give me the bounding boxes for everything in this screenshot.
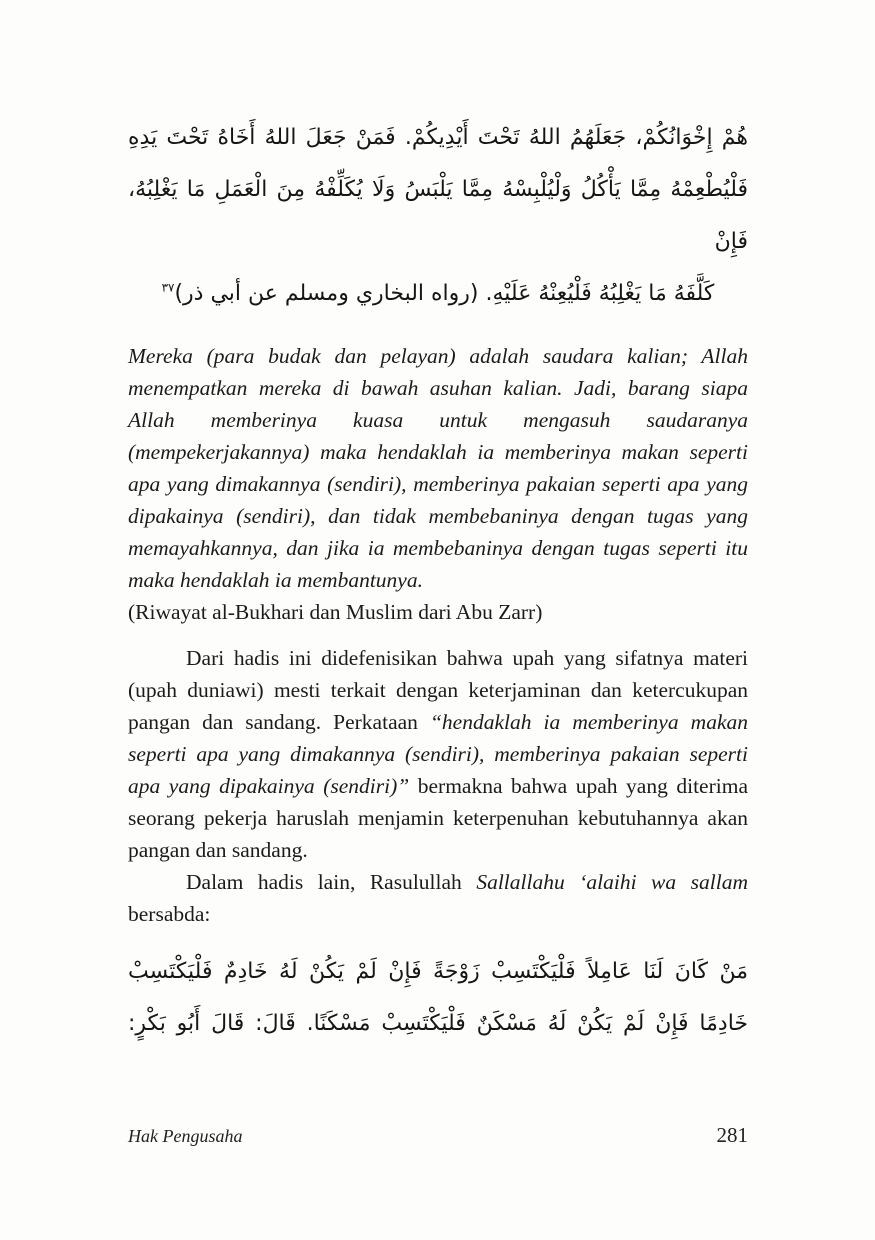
page-footer bbox=[128, 1123, 748, 1148]
running-title: Hak Pengusaha bbox=[128, 1126, 243, 1146]
commentary-lead-text: Dalam hadis lain, Rasulullah bbox=[186, 870, 477, 894]
arabic-hadith-block-1 bbox=[128, 112, 748, 320]
translation-text: Mereka (para budak dan pelayan) adalah saudara kalian; Allah menempatkan mereka di bawah asuhan kalian. Jadi, barang siapa Allah memberinya kuasa untuk mengasuh saudaranya (mempekerjakannya) maka hendaklah ia memberinya makan seperti apa yang dimakannya (sendiri), memberinya pakaian seperti apa yang dipakainya (sendiri), dan tidak membebaninya dengan tugas yang memayahkannya, dan jika ia membebaninya dengan tugas seperti itu maka hendaklah ia membantunya. bbox=[128, 344, 748, 592]
commentary-quoted-text: “hendaklah ia memberinya makan seperti apa yang dimakannya (sendiri), memberinya pakaian seperti apa yang dipakainya (sendiri)” bbox=[128, 710, 748, 798]
arabic-hadith-line: هُمْ إِخْوَانُكُمْ، جَعَلَهُمُ اللهُ تَحْتَ أَيْدِيكُمْ. فَمَنْ جَعَلَ اللهُ أَخَاهُ تَحْتَ يَدِهِ bbox=[128, 125, 748, 150]
honorific-text: Sallallahu ‘alaihi wa sallam bbox=[476, 870, 748, 894]
page-number: 281 bbox=[716, 1123, 748, 1147]
arabic-hadith-block-2 bbox=[128, 946, 748, 1050]
arabic-hadith-line: مَنْ كَانَ لَنَا عَامِلاً فَلْيَكْتَسِبْ زَوْجَةً فَإِنْ لَمْ يَكُنْ لَهُ خَادِمٌ فَلْيَكْتَسِبْ bbox=[128, 959, 748, 984]
hadith-translation-paragraph bbox=[128, 340, 748, 628]
arabic-attribution-text: كَلَّفَهُ مَا يَغْلِبُهُ فَلْيُعِنْهُ عَلَيْهِ. (رواه البخاري ومسلم عن أبي ذر) bbox=[174, 281, 715, 306]
commentary-tail-text: bersabda: bbox=[128, 902, 211, 926]
footnote-marker: ٣٧ bbox=[161, 280, 175, 295]
arabic-hadith-line: خَادِمًا فَإِنْ لَمْ يَكُنْ لَهُ مَسْكَنٌ فَلْيَكْتَسِبْ مَسْكَنًا. قَالَ: قَالَ أَبُو بَكْرٍ: bbox=[128, 1011, 748, 1036]
commentary-lead-text: Dari hadis ini didefenisikan bahwa upah yang sifatnya materi (upah duniawi) mesti terkait dengan keterjaminan dan ketercukupan pangan dan sandang. Perkataan bbox=[128, 646, 748, 734]
commentary-paragraph-2 bbox=[128, 866, 748, 930]
commentary-tail-text: bermakna bahwa upah yang diterima seorang pekerja haruslah menjamin keterpenuhan kebutuhannya akan pangan dan sandang. bbox=[128, 774, 748, 862]
arabic-hadith-line-attribution bbox=[128, 268, 748, 320]
commentary-paragraph-1 bbox=[128, 642, 748, 866]
arabic-hadith-line: فَلْيُطْعِمْهُ مِمَّا يَأْكُلُ وَلْيُلْبِسْهُ مِمَّا يَلْبَسُ وَلَا يُكَلِّفْهُ مِنَ الْعَمَلِ مَا يَغْلِبُهُ، فَإِنْ bbox=[128, 177, 748, 254]
translation-attribution: (Riwayat al-Bukhari dan Muslim dari Abu Zarr) bbox=[128, 600, 543, 624]
